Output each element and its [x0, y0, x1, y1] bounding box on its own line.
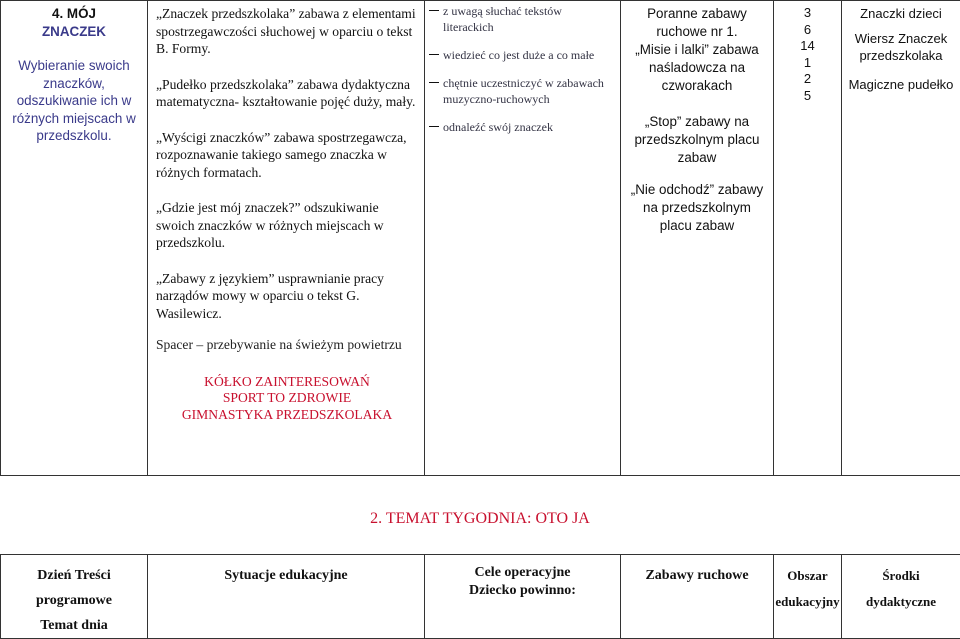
movement-game: „Misie i lalki” zabawa naśladowcza na czworakach	[627, 41, 767, 95]
club-block	[156, 374, 418, 424]
day-title	[5, 5, 143, 40]
movement-game: „Stop” zabawy na przedszkolnym placu zabaw	[627, 113, 767, 167]
header-area: Obszar edukacyjny	[774, 555, 842, 639]
day-title-line1: 4. MÓJ	[5, 5, 143, 23]
movement-game: Poranne zabawy ruchowe nr 1.	[627, 5, 767, 41]
area-number: 14	[774, 38, 841, 55]
club-line: GIMNASTYKA PRZEDSZKOLAKA	[156, 407, 418, 424]
goal-item: odnaleźć swój znaczek	[429, 119, 614, 135]
plan-row	[1, 1, 960, 476]
club-line: KÓŁKO ZAINTERESOWAŃ	[156, 374, 418, 391]
aid-item: Znaczki dzieci	[846, 5, 956, 22]
day-topic-cell	[1, 1, 148, 476]
movement-games-cell	[621, 1, 774, 476]
header-row	[1, 555, 960, 639]
week-title: 2. TEMAT TYGODNIA: OTO JA	[0, 510, 960, 528]
goal-item: z uwagą słuchać tekstów literackich	[429, 3, 614, 35]
goal-item: chętnie uczestniczyć w zabawach muzyczno-ruchowych	[429, 75, 614, 107]
spacer-activity: Spacer – przebywanie na świeżym powietrzu	[156, 336, 418, 354]
aids-cell	[842, 1, 960, 476]
activity-item: „Wyścigi znaczków” zabawa spostrzegawcza, rozpoznawanie takiego samego znaczka w różnych formatach.	[156, 129, 418, 182]
header-movement: Zabawy ruchowe	[621, 555, 774, 639]
aid-item: Wiersz Znaczek przedszkolaka	[846, 30, 956, 64]
header-situations: Sytuacje edukacyjne	[148, 555, 425, 639]
activity-item: „Znaczek przedszkolaka” zabawa z elementami spostrzegawczości słuchowej w oparciu o tekst B. Formy.	[156, 5, 418, 58]
movement-game: „Nie odchodź” zabawy na przedszkolnym placu zabaw	[627, 181, 767, 235]
goal-item: wiedzieć co jest duże a co małe	[429, 47, 614, 63]
area-number: 5	[774, 88, 841, 105]
areas-cell	[774, 1, 842, 476]
dash-icon	[429, 47, 443, 63]
header-day: Dzień Treści programowe Temat dnia	[1, 555, 148, 639]
activity-item: „Gdzie jest mój znaczek?” odszukiwanie swoich znaczków w różnych miejscach w przedszkolu.	[156, 199, 418, 252]
header-goals: Cele operacyjne Dziecko powinno:	[425, 555, 621, 639]
header-aids: Środki dydaktyczne	[842, 555, 960, 639]
area-number: 3	[774, 5, 841, 22]
activity-item: „Zabawy z językiem” usprawnianie pracy narządów mowy w oparciu o tekst G. Wasilewicz.	[156, 270, 418, 323]
club-line: SPORT TO ZDROWIE	[156, 390, 418, 407]
area-number: 6	[774, 22, 841, 39]
header-table	[0, 554, 960, 639]
goals-cell	[425, 1, 621, 476]
dash-icon	[429, 119, 443, 135]
dash-icon	[429, 3, 443, 19]
activity-item: „Pudełko przedszkolaka” zabawa dydaktyczna matematyczna- kształtowanie pojęć duży, mały.	[156, 76, 418, 111]
day-description: Wybieranie swoich znaczków, odszukiwanie ich w różnych miejscach w przedszkolu.	[5, 57, 143, 145]
aid-item: Magiczne pudełko	[846, 76, 956, 93]
area-number: 1	[774, 55, 841, 72]
area-number: 2	[774, 71, 841, 88]
day-title-line2: ZNACZEK	[42, 24, 106, 39]
activities-cell	[148, 1, 425, 476]
dash-icon	[429, 75, 443, 91]
